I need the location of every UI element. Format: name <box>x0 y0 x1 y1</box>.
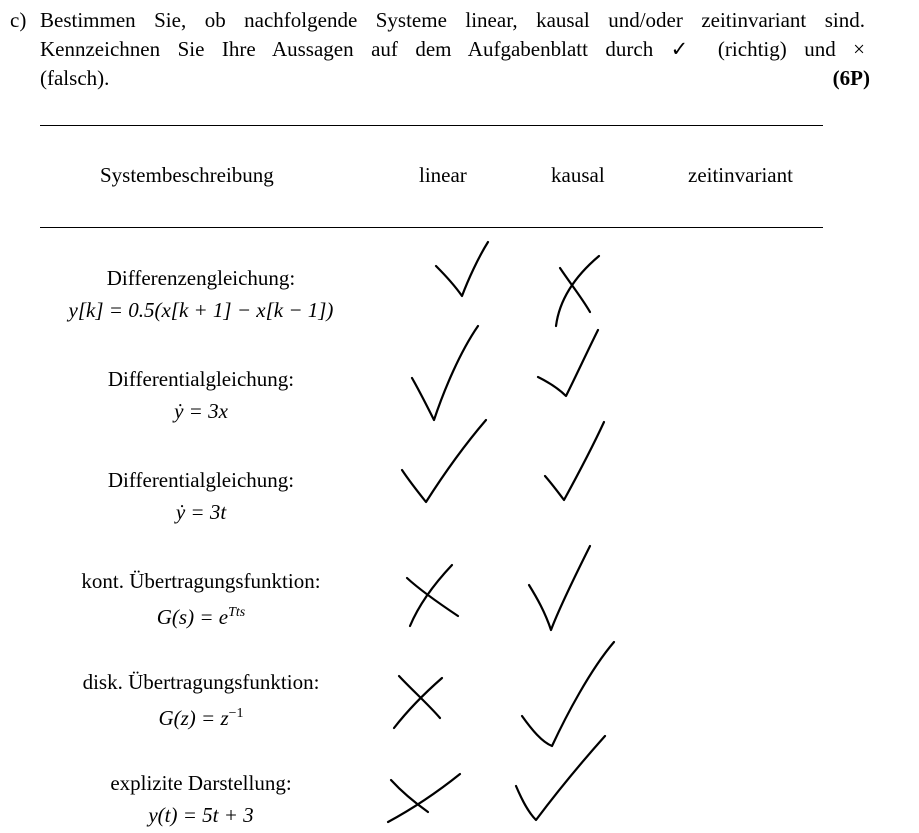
checkmark-icon <box>402 420 486 502</box>
table-row <box>36 464 366 528</box>
checkmark-icon <box>516 736 605 820</box>
header-linear: linear <box>419 163 467 187</box>
table-row <box>36 666 366 734</box>
table-row <box>36 262 366 326</box>
row-formula: y(t) = 5t + 3 <box>148 803 254 827</box>
table-top-rule <box>40 125 823 126</box>
task-points: (6P) <box>832 66 870 90</box>
task-label: c) <box>10 8 27 32</box>
table-header-rule <box>40 227 823 228</box>
formula-base: G(s) = e <box>156 605 229 629</box>
checkmark-icon <box>538 330 598 396</box>
row-title: Differentialgleichung: <box>107 468 295 492</box>
header-systembeschreibung: Systembeschreibung <box>100 163 274 187</box>
formula-base: G(z) = z <box>158 706 229 730</box>
cross-icon <box>556 256 599 326</box>
table-row <box>36 767 366 831</box>
header-zeitinvariant: zeitinvariant <box>688 163 793 187</box>
cross-icon <box>407 565 458 626</box>
row-title: Differentialgleichung: <box>107 367 295 391</box>
cross-icon <box>388 774 460 822</box>
checkmark-icon <box>545 422 604 500</box>
row-formula <box>36 597 366 633</box>
row-title: Differenzengleichung: <box>106 266 296 290</box>
table-row <box>36 363 366 427</box>
task-line-1: Bestimmen Sie, ob nachfolgende Systeme linear, kausal und/oder zeitinvariant sind. <box>40 8 865 32</box>
row-formula: ẏ = 3x <box>174 399 228 423</box>
row-title: disk. Übertragungsfunktion: <box>82 670 320 694</box>
formula-exponent: −1 <box>228 706 244 721</box>
row-formula: ẏ = 3t <box>175 500 227 524</box>
checkmark-icon <box>436 242 488 296</box>
row-title: kont. Übertragungsfunktion: <box>81 569 321 593</box>
checkmark-icon <box>412 326 478 420</box>
row-title: explizite Darstellung: <box>110 771 292 795</box>
task-line-2: Kennzeichnen Sie Ihre Aussagen auf dem Aufgabenblatt durch ✓ (richtig) und × <box>40 37 865 61</box>
formula-exponent: Tts <box>228 605 246 620</box>
task-line-3: (falsch). <box>40 66 110 90</box>
table-row <box>36 565 366 633</box>
row-formula: y[k] = 0.5(x[k + 1] − x[k − 1]) <box>68 298 334 322</box>
checkmark-icon <box>522 642 614 746</box>
checkmark-icon <box>529 546 590 630</box>
header-kausal: kausal <box>551 163 605 187</box>
row-formula <box>36 698 366 734</box>
cross-icon <box>394 676 442 728</box>
